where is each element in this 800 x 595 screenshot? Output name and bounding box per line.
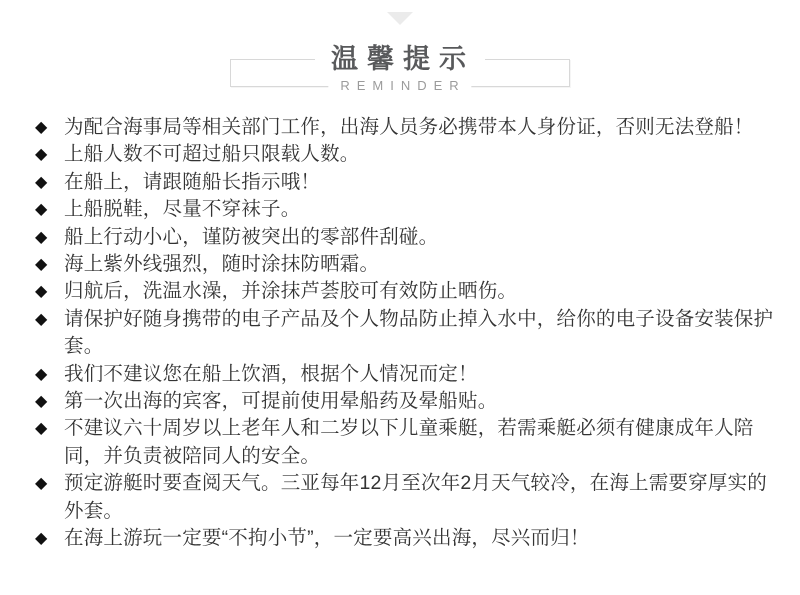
- list-item-text: 上船脱鞋，尽量不穿袜子。: [64, 198, 301, 221]
- list-item-text: 船上行动小心，谨防被突出的零部件刮碰。: [64, 225, 439, 248]
- reminder-page: [0, 12, 800, 595]
- diamond-bullet-icon: ◆: [35, 310, 48, 328]
- diamond-bullet-icon: ◆: [35, 146, 48, 164]
- triangle-down-icon: [387, 12, 413, 25]
- list-item-text: 请保护好随身携带的电子产品及个人物品防止掉入水中，给你的电子设备安装保护套。: [64, 307, 774, 358]
- list-item-text: 归航后，洗温水澡，并涂抹芦荟胶可有效防止晒伤。: [64, 280, 518, 303]
- diamond-bullet-icon: ◆: [35, 283, 48, 301]
- list-item: [35, 388, 775, 415]
- list-item-text: 预定游艇时要查阅天气。三亚每年12月至次年2月天气较冷，在海上需要穿厚实的外套。: [64, 472, 767, 522]
- list-item-text: 我们不建议您在船上饮酒，根据个人情况而定！: [64, 362, 478, 385]
- list-item-text: 在海上游玩一定要“不拘小节”，一定要高兴出海，尽兴而归！: [64, 527, 590, 550]
- title-box: [230, 44, 570, 93]
- diamond-bullet-icon: ◆: [35, 173, 48, 191]
- list-item: [35, 169, 775, 196]
- list-item-text: 上船人数不可超过船只限载人数。: [64, 143, 360, 166]
- page-title: 温馨提示: [315, 45, 485, 75]
- page-subtitle: REMINDER: [328, 79, 471, 93]
- list-item: [35, 361, 775, 388]
- list-item-text: 不建议六十周岁以上老年人和二岁以下儿童乘艇，若需乘艇必须有健康成年人陪同，并负责被陪同人的安全。: [64, 417, 754, 467]
- list-item: [35, 114, 775, 141]
- list-item: [35, 141, 775, 168]
- list-item-text: 第一次出海的宾客，可提前使用晕船药及晕船贴。: [64, 390, 498, 413]
- diamond-bullet-icon: ◆: [35, 530, 48, 548]
- diamond-bullet-icon: ◆: [35, 119, 48, 136]
- diamond-bullet-icon: ◆: [35, 393, 48, 411]
- diamond-bullet-icon: ◆: [35, 228, 48, 246]
- list-item: [35, 251, 775, 278]
- list-item: [35, 224, 775, 251]
- diamond-bullet-icon: ◆: [35, 420, 48, 438]
- diamond-bullet-icon: ◆: [35, 201, 48, 219]
- list-item-text: 为配合海事局等相关部门工作，出海人员务必携带本人身份证，否则无法登船！: [64, 116, 754, 138]
- list-item: [35, 306, 775, 361]
- list-item: [35, 415, 775, 470]
- list-item: [35, 525, 775, 552]
- diamond-bullet-icon: ◆: [35, 475, 48, 493]
- list-item: [35, 196, 775, 223]
- list-item: [35, 278, 775, 305]
- reminder-list: [0, 114, 800, 553]
- diamond-bullet-icon: ◆: [35, 365, 48, 383]
- list-item-text: 在船上，请跟随船长指示哦！: [64, 170, 321, 193]
- diamond-bullet-icon: ◆: [35, 256, 48, 274]
- list-item: [35, 470, 775, 525]
- list-item-text: 海上紫外线强烈，随时涂抹防晒霜。: [64, 253, 380, 276]
